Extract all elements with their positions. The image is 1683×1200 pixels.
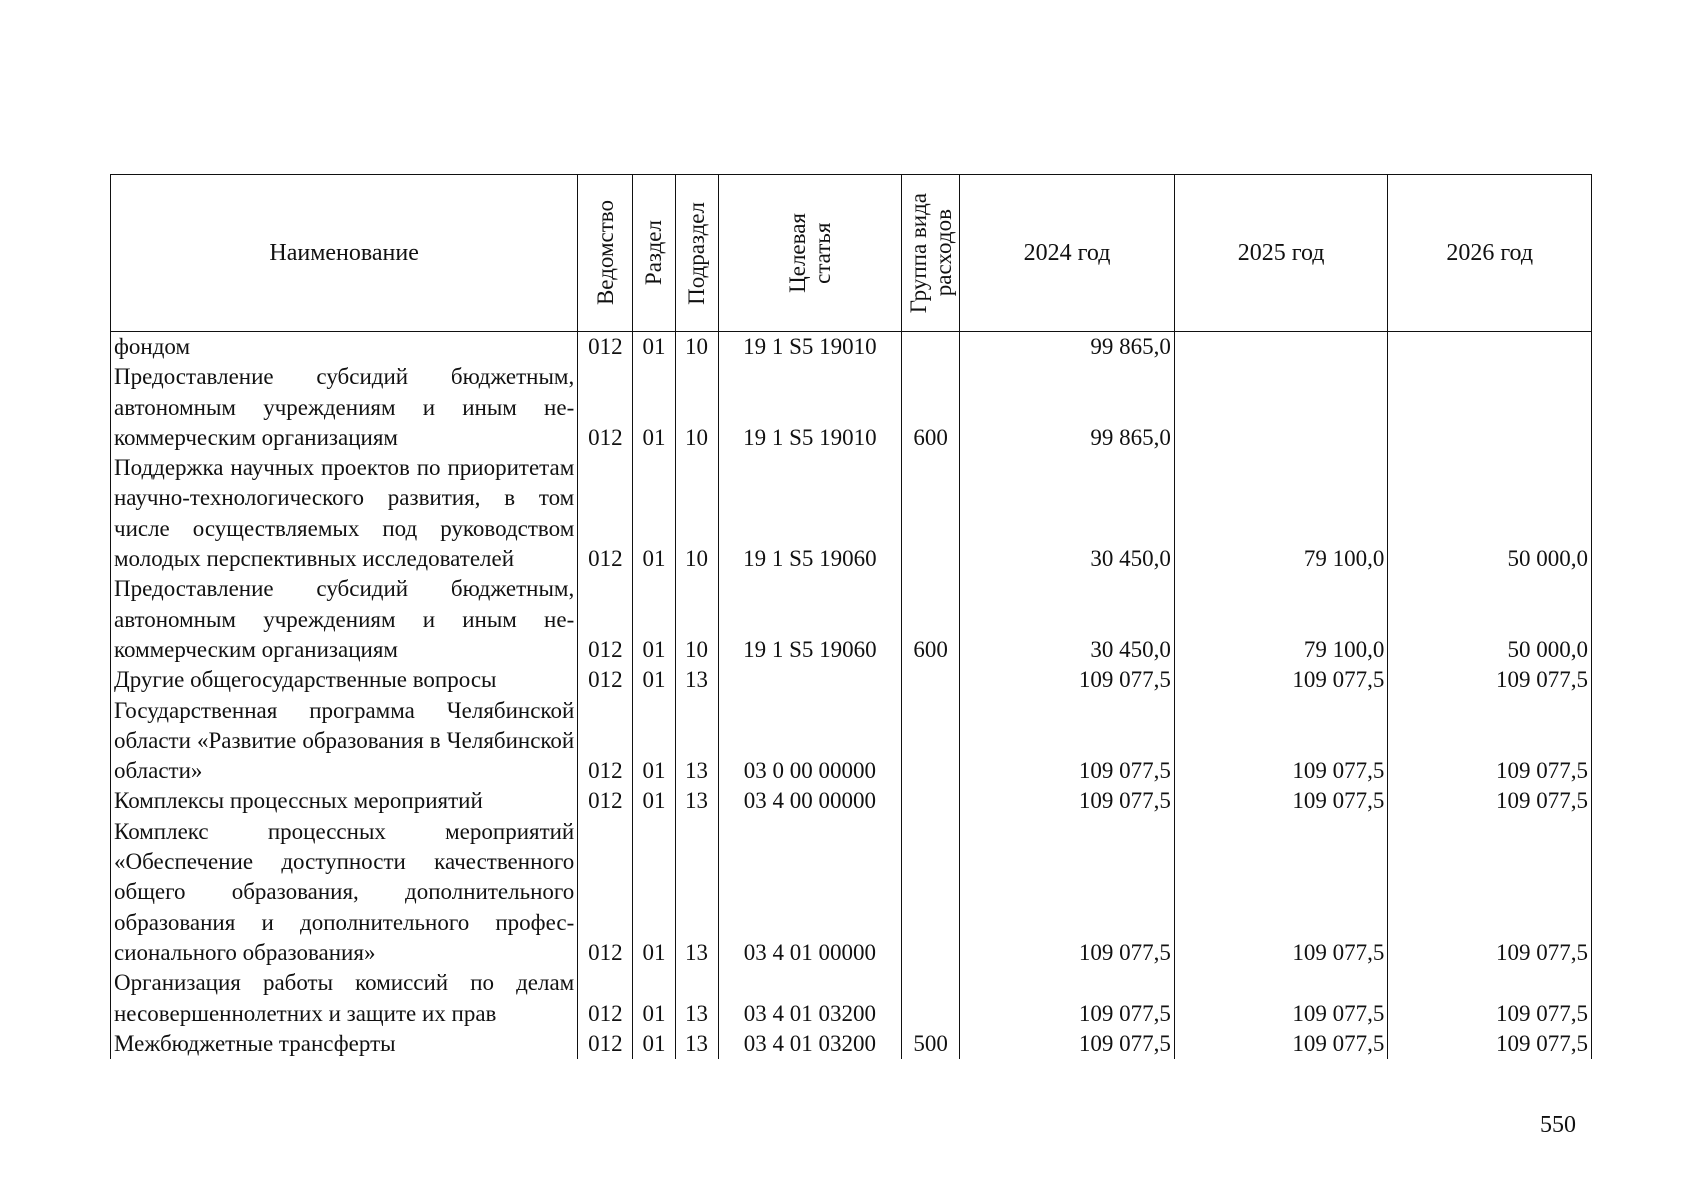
row-razdel: 01 (633, 665, 675, 695)
row-target-article: 19 1 S5 19010 (718, 362, 901, 453)
budget-table (110, 174, 1592, 1059)
row-podrazdel: 10 (675, 453, 718, 574)
row-razdel: 01 (633, 574, 675, 665)
row-amount-2026 (1388, 362, 1592, 453)
row-vedomstvo: 012 (578, 332, 633, 363)
row-vedomstvo: 012 (578, 574, 633, 665)
row-expense-group (902, 968, 960, 1029)
row-target-article (718, 665, 901, 695)
row-amount-2024: 109 077,5 (960, 665, 1175, 695)
row-podrazdel: 10 (675, 332, 718, 363)
row-expense-group (902, 665, 960, 695)
row-amount-2026: 109 077,5 (1388, 1029, 1592, 1059)
row-amount-2024: 109 077,5 (960, 1029, 1175, 1059)
row-expense-group (902, 332, 960, 363)
row-amount-2025: 79 100,0 (1174, 574, 1388, 665)
table-row (111, 786, 1592, 816)
header-target-article: Целевая статья (718, 175, 901, 332)
row-podrazdel: 13 (675, 1029, 718, 1059)
row-expense-group: 600 (902, 362, 960, 453)
header-row (111, 175, 1592, 332)
header-expense-group: Группа вида расходов (902, 175, 960, 332)
row-amount-2025: 109 077,5 (1174, 817, 1388, 968)
row-target-article: 03 4 01 03200 (718, 968, 901, 1029)
row-expense-group (902, 453, 960, 574)
row-amount-2025: 109 077,5 (1174, 696, 1388, 787)
row-name: Предоставление субсидий бюджетным, автономным учреждениям и иным некоммерческим организациям (111, 362, 578, 453)
table-row (111, 1029, 1592, 1059)
table-row (111, 665, 1592, 695)
row-vedomstvo: 012 (578, 1029, 633, 1059)
row-name: Поддержка научных проектов по приоритетам научно-технологического развития, в том числе осуществляемых под руководством молодых перспективных исследователей (111, 453, 578, 574)
row-vedomstvo: 012 (578, 968, 633, 1029)
table-row (111, 574, 1592, 665)
row-target-article: 03 0 00 00000 (718, 696, 901, 787)
header-year-2026: 2026 год (1388, 175, 1592, 332)
row-amount-2025: 109 077,5 (1174, 786, 1388, 816)
table-row (111, 968, 1592, 1029)
row-amount-2024: 30 450,0 (960, 574, 1175, 665)
row-amount-2024: 109 077,5 (960, 968, 1175, 1029)
row-amount-2024: 99 865,0 (960, 332, 1175, 363)
table-row (111, 696, 1592, 787)
row-target-article: 03 4 00 00000 (718, 786, 901, 816)
row-razdel: 01 (633, 453, 675, 574)
table-row (111, 453, 1592, 574)
row-name: Предоставление субсидий бюджетным, автономным учреждениям и иным некоммерческим организациям (111, 574, 578, 665)
row-amount-2025 (1174, 362, 1388, 453)
row-vedomstvo: 012 (578, 817, 633, 968)
header-year-2024: 2024 год (960, 175, 1175, 332)
row-name: Другие общегосударственные вопросы (111, 665, 578, 695)
header-year-2025: 2025 год (1174, 175, 1388, 332)
row-razdel: 01 (633, 786, 675, 816)
row-razdel: 01 (633, 696, 675, 787)
row-razdel: 01 (633, 817, 675, 968)
table-row (111, 332, 1592, 363)
row-expense-group: 500 (902, 1029, 960, 1059)
row-amount-2026: 50 000,0 (1388, 453, 1592, 574)
row-podrazdel: 13 (675, 786, 718, 816)
row-name: Межбюджетные трансферты (111, 1029, 578, 1059)
row-amount-2024: 99 865,0 (960, 362, 1175, 453)
row-expense-group: 600 (902, 574, 960, 665)
row-name: Комплекс процессных мероприятий «Обеспечение доступности качественного общего образования, дополнительного образования и дополнительного профессионального образования» (111, 817, 578, 968)
row-amount-2026: 109 077,5 (1388, 786, 1592, 816)
row-podrazdel: 13 (675, 968, 718, 1029)
row-vedomstvo: 012 (578, 786, 633, 816)
row-podrazdel: 13 (675, 696, 718, 787)
row-amount-2026: 109 077,5 (1388, 817, 1592, 968)
header-name: Наименование (111, 175, 578, 332)
row-podrazdel: 10 (675, 574, 718, 665)
row-podrazdel: 13 (675, 665, 718, 695)
page-number: 550 (1540, 1112, 1576, 1138)
row-expense-group (902, 786, 960, 816)
row-podrazdel: 13 (675, 817, 718, 968)
row-name: Государственная программа Челябинской области «Развитие образования в Челябинской области» (111, 696, 578, 787)
row-amount-2024: 109 077,5 (960, 786, 1175, 816)
row-vedomstvo: 012 (578, 696, 633, 787)
row-amount-2026: 109 077,5 (1388, 696, 1592, 787)
row-amount-2026 (1388, 332, 1592, 363)
row-amount-2026: 109 077,5 (1388, 968, 1592, 1029)
row-razdel: 01 (633, 362, 675, 453)
row-target-article: 03 4 01 03200 (718, 1029, 901, 1059)
row-amount-2025 (1174, 332, 1388, 363)
row-amount-2024: 30 450,0 (960, 453, 1175, 574)
row-name: Организация работы комиссий по делам несовершеннолетних и защите их прав (111, 968, 578, 1029)
row-vedomstvo: 012 (578, 362, 633, 453)
row-amount-2025: 79 100,0 (1174, 453, 1388, 574)
row-target-article: 19 1 S5 19010 (718, 332, 901, 363)
row-amount-2025: 109 077,5 (1174, 1029, 1388, 1059)
header-vedomstvo: Ведомство (578, 175, 633, 332)
header-podrazdel: Подраздел (675, 175, 718, 332)
row-expense-group (902, 696, 960, 787)
row-razdel: 01 (633, 332, 675, 363)
row-amount-2025: 109 077,5 (1174, 968, 1388, 1029)
row-vedomstvo: 012 (578, 665, 633, 695)
table-row (111, 362, 1592, 453)
table-row (111, 817, 1592, 968)
row-expense-group (902, 817, 960, 968)
row-name: фондом (111, 332, 578, 363)
row-target-article: 03 4 01 00000 (718, 817, 901, 968)
row-amount-2024: 109 077,5 (960, 696, 1175, 787)
row-vedomstvo: 012 (578, 453, 633, 574)
row-amount-2026: 50 000,0 (1388, 574, 1592, 665)
row-amount-2026: 109 077,5 (1388, 665, 1592, 695)
row-razdel: 01 (633, 968, 675, 1029)
row-amount-2025: 109 077,5 (1174, 665, 1388, 695)
row-target-article: 19 1 S5 19060 (718, 453, 901, 574)
row-razdel: 01 (633, 1029, 675, 1059)
row-name: Комплексы процессных мероприятий (111, 786, 578, 816)
header-razdel: Раздел (633, 175, 675, 332)
row-podrazdel: 10 (675, 362, 718, 453)
row-amount-2024: 109 077,5 (960, 817, 1175, 968)
row-target-article: 19 1 S5 19060 (718, 574, 901, 665)
